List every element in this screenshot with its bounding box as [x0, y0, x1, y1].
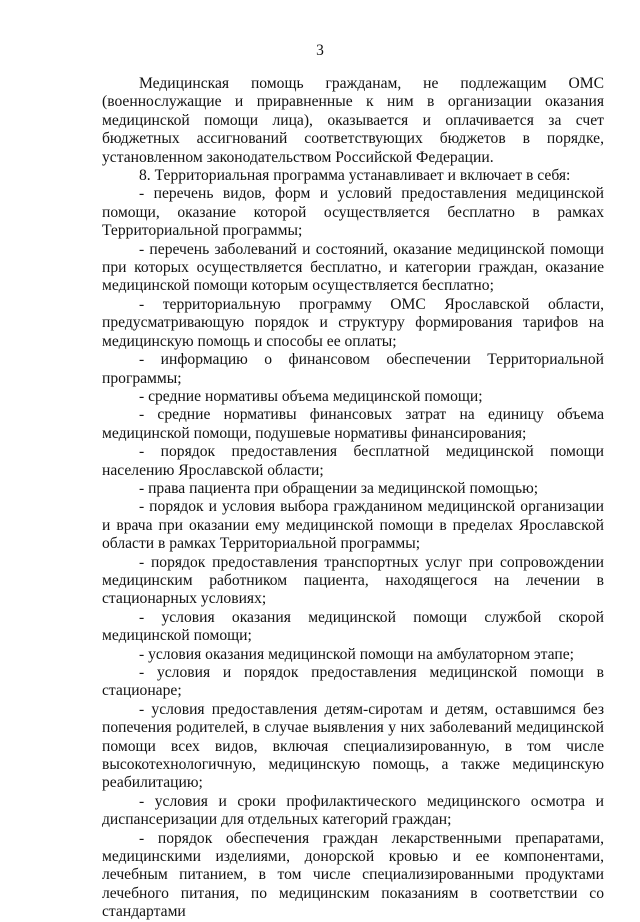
- page-number: 3: [316, 42, 324, 59]
- list-item: - средние нормативы объема медицинской помощи;: [139, 387, 483, 405]
- list-item: - порядок предоставления бесплатной медицинской помощи населению Ярославской области;: [102, 443, 604, 479]
- list-item: - условия оказания медицинской помощи на амбулаторном этапе;: [139, 645, 575, 663]
- paragraph: Медицинская помощь гражданам, не подлежащим ОМС (военнослужащие и приравненные к ним в организации оказания медицинской помощи лица), оказывается и оплачивается за счет бюджетных ассигнований соответствующих бюджетов в порядке, установленном законодательством Российской Федерации.: [102, 75, 604, 166]
- list-item: - территориальную программу ОМС Ярославской области, предусматривающую порядок и структуру формирования тарифов на медицинскую помощь и способы ее оплаты;: [102, 295, 604, 350]
- list-item: - средние нормативы финансовых затрат на единицу объема медицинской помощи, подушевые нормативы финансирования;: [102, 406, 604, 442]
- list-item: - права пациента при обращении за медицинской помощью;: [139, 479, 539, 497]
- list-item: - порядок и условия выбора гражданином медицинской организации и врача при оказании ему медицинской помощи в пределах Ярославской области в рамках Территориальной программы;: [102, 498, 604, 553]
- list-item: - условия предоставления детям-сиротам и детям, оставшимся без попечения родителей, в случае выявления у них заболеваний медицинской помощи всех видов, включая специализированную, в том числе высокотехнологичную, медицинскую помощь, а также медицинскую реабилитацию;: [102, 700, 604, 792]
- list-item: - условия и порядок предоставления медицинской помощи в стационаре;: [102, 664, 604, 700]
- list-item: - порядок предоставления транспортных услуг при сопровождении медицинским работником пациента, находящегося на лечении в стационарных условиях;: [102, 553, 604, 608]
- list-item: - перечень заболеваний и состояний, оказание медицинской помощи при которых осуществляется бесплатно, и категории граждан, оказание медицинской помощи которым осуществляется бесплатно;: [102, 240, 604, 295]
- list-item: - информацию о финансовом обеспечении Территориальной программы;: [102, 351, 604, 387]
- document-body: [102, 75, 604, 922]
- list-item: - условия и сроки профилактического медицинского осмотра и диспансеризации для отдельных категорий граждан;: [102, 792, 604, 829]
- list-item: - порядок обеспечения граждан лекарственными препаратами, медицинскими изделиями, донорской кровью и ее компонентами, лечебным питанием, в том числе специализированными продуктами лечебного питания, по медицинским показаниям в соответствии со стандартами: [102, 829, 604, 921]
- list-item: - перечень видов, форм и условий предоставления медицинской помощи, оказание которой осуществляется бесплатно в рамках Территориальной программы;: [102, 185, 604, 240]
- list-item: - условия оказания медицинской помощи службой скорой медицинской помощи;: [102, 608, 604, 645]
- paragraph: 8. Территориальная программа устанавливает и включает в себя:: [139, 167, 571, 185]
